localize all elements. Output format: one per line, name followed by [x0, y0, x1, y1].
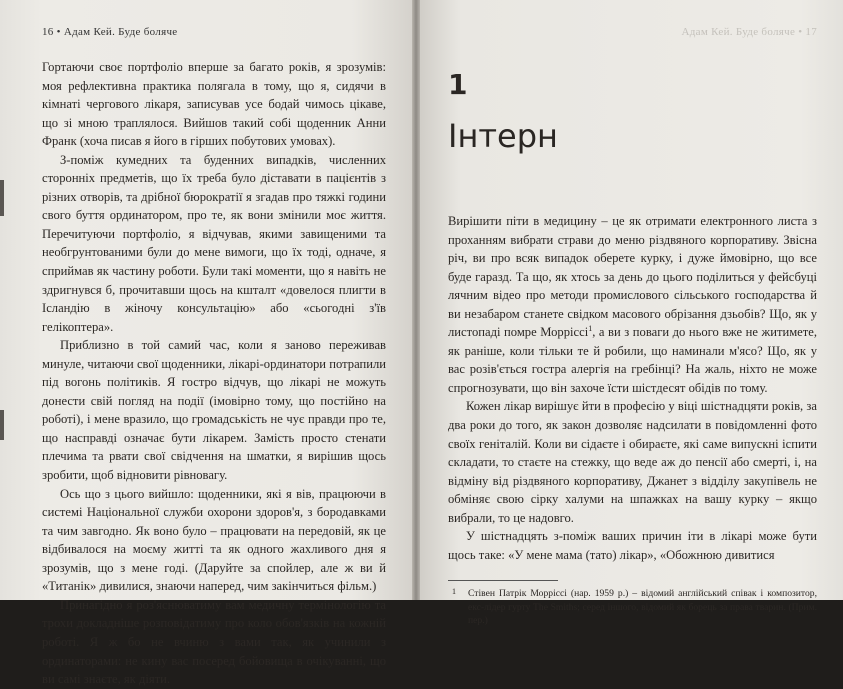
- paragraph: Ось що з цього вийшло: щоденники, які я вів, працюючи в системі Національної служби охорони здоров'я, з бородавками та чим завгодно. Як воно було – працювати на передовій, як це відбивалося на моєму житті та як одного жахливого дня я зрозумів, що з мене годі. (Даруйте за спойлер, але ж ви й «Титанік» дивилися, знаючи наперед, чим закінчиться фільм.): [42, 486, 386, 594]
- footnote-divider: [448, 580, 558, 581]
- paragraph: Кожен лікар вирішує йти в професію у віці шістнадцяти років, за два роки до того, як закон дозволяє надсилати в повідомленні фото своїх геніталій. Коли ви сідаєте і обираєте, які саме випускні іспити складати, то стаєте на стежку, що веде аж до пенсії або смерті, і, на відміну від різдвяного корпоративу, Джанет з відділу закупівель не обміняє свою сірку халуми на шпажках на вашу курку – якщо вибрали, то це надовго.: [448, 399, 817, 525]
- running-head-left: 16 • Адам Кей. Буде боляче: [42, 26, 178, 38]
- paragraph: Приблизно в той самий час, коли я заново переживав минуле, читаючи свої щоденники, лікарі-ординатори потрапили під вогонь політиків. Я гостро відчув, що лікарі не можуть донести свій погляд на події (імовірно тому, що постійно на роботі), і мене вразило, що громадськість не чує правди про те, що насправді означає бути лікарем. Замість просто стенати плечима та рвати свої свідчення на шматки, я вирішив щось зробити, щоб відновити рівновагу.: [42, 338, 386, 483]
- paragraph-text: Вирішити піти в медицину – це як отримати електронного листа з проханням вибрати страви до меню різдвяного корпоративу. Звісна річ, ви про всяк випадок оберете курку, і дуже ймовірно, що все буде гаразд. Та що, як хтось за день до цього поділиться у фейсбуці лячним відео про методи промислового сільського господарства й ви незабаром станете свідком масового обрізання дзьобів? Що, як у листопаді помре Морріссі: [448, 214, 817, 340]
- left-page: [0, 0, 414, 687]
- paragraph: Принагідно я роз'яснюватиму вам медичну термінологію та трохи докладніше розповідатиму про коло обов'язків на кожній роботі. Я ж бо не вчиню з вами так, як учинили з ординаторами: не кину вас посеред бойовища в очікуванні, що ви самі знаєте, як діяти.: [42, 597, 386, 687]
- footnote-text: Стівен Патрік Морріссі (нар. 1959 р.) – відомий англійський співак і композитор, екс-лідер гурту The Smiths; серед іншого, відомий як борець за права тварин. (Прим. пер.): [468, 588, 817, 626]
- footnote: [448, 587, 817, 627]
- paragraph: Гортаючи своє портфоліо вперше за багато років, я зрозумів: моя рефлективна практика полягала в тому, що я, сидячи в кімнаті чергового лікаря, записував усе бодай чимось цікаве, що зі мною траплялося. Вийшов такий собі щоденник Анни Франк (хоча писав я його в гірших побутових умовах).: [42, 60, 386, 149]
- book-gutter: [412, 0, 420, 600]
- paragraph-text-cont: , а ви з поваги до нього вже не житимете, як раніше, коли тільки те й робили, що наминали м'ясо? Що, як у вас розів'ється гостра алергія на гребінці? На жаль, ніхто не може спрогнозувати, що він захоче їсти шістдесят обідів по тому.: [448, 325, 817, 395]
- footnote-marker: 1: [452, 587, 456, 597]
- paragraph: З-поміж кумедних та буденних випадків, численних сторонніх предметів, що їх треба було діставати в пацієнтів з різних отворів, та дрібної бюрократії я згадав про тяжкі години свого буття ординатором, про те, як вони змінили моє життя. Перечитуючи портфоліо, я відчував, якими завищеними та необгрунтованими були до мене вимоги, що їх тоді, одначе, я сприймав як частину роботи. Були такі моменти, що я навіть не здригнувся б, прочитавши щось на кшталт «довелося плигти в Ісландію в жіночу консультацію» або «сьогодні з'їв гелікоптера».: [42, 152, 386, 334]
- chapter-title: Інтерн: [448, 117, 558, 155]
- right-page: [418, 0, 843, 626]
- right-body-text: [448, 212, 817, 564]
- page-edge-mark: [0, 410, 4, 440]
- footnote-ref: 1: [588, 324, 593, 334]
- running-head-right: Адам Кей. Буде боляче • 17: [681, 26, 817, 38]
- paragraph: У шістнадцять з-поміж ваших причин іти в лікарі може бути щось таке: «У мене мама (тато) лікар», «Обожнюю дивитися: [448, 529, 817, 562]
- left-body-text: [42, 58, 386, 689]
- page-edge-mark: [0, 180, 4, 216]
- chapter-number: 1: [448, 68, 468, 101]
- paragraph: [448, 212, 817, 397]
